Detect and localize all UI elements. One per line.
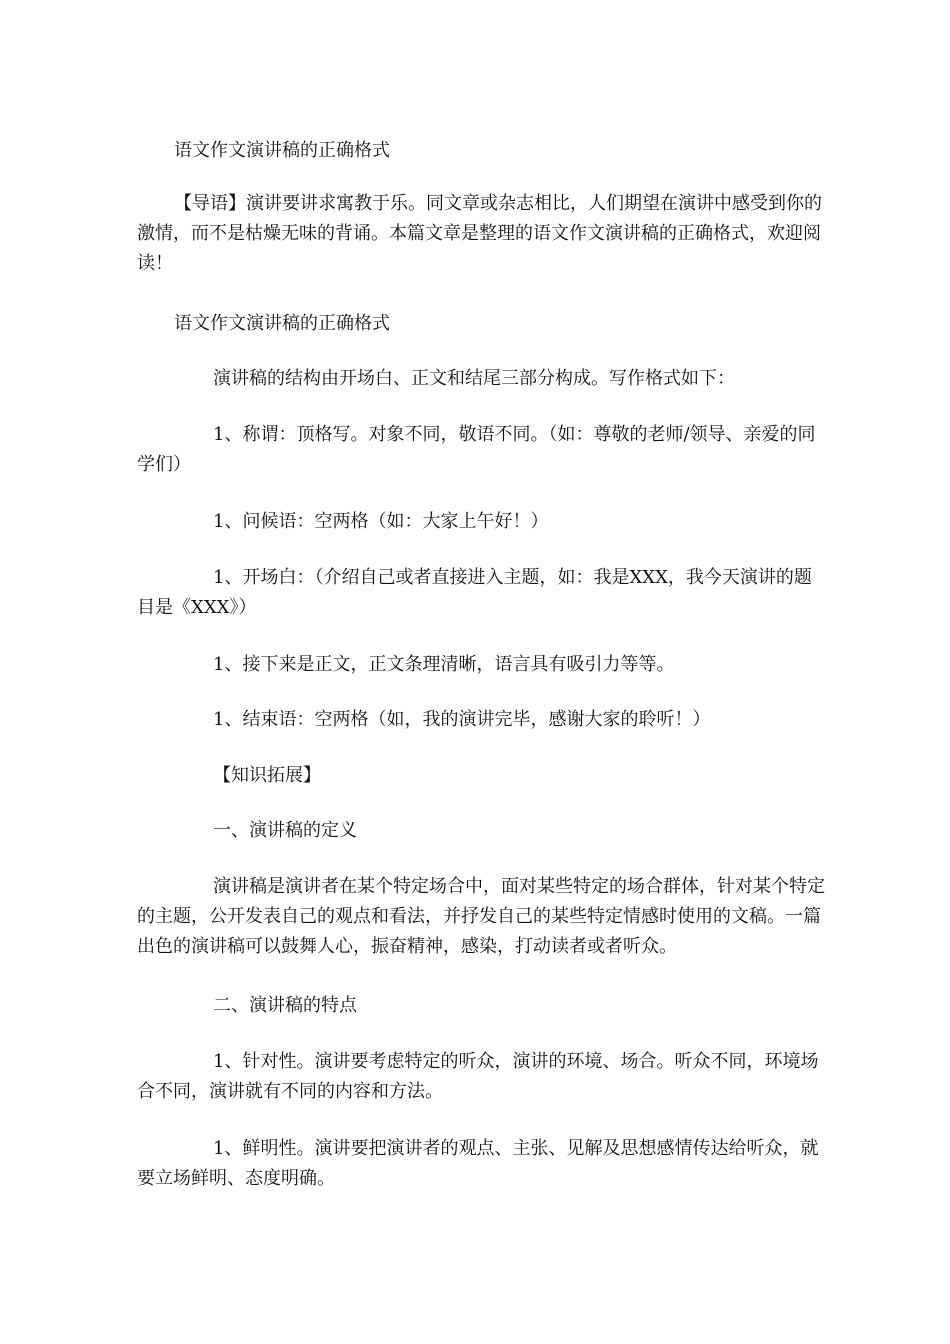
structure-paragraph: 演讲稿的结构由开场白、正文和结尾三部分构成。写作格式如下： (213, 368, 735, 389)
item-body: 1、接下来是正文，正文条理清晰，语言具有吸引力等等。 (213, 654, 675, 675)
intro-paragraph: 【导语】演讲要讲求寓教于乐。同文章或杂志相比，人们期望在演讲中感受到你的激情，而不是枯燥无味的背诵。本篇文章是整理的语文作文演讲稿的正确格式，欢迎阅读！ (137, 193, 822, 274)
document-title: 语文作文演讲稿的正确格式 (174, 140, 390, 161)
item-address: 1、称谓：顶格写。对象不同，敬语不同。（如：尊敬的老师/领导、亲爱的同学们） (137, 424, 816, 475)
item-greeting: 1、问候语：空两格（如：大家上午好！） (213, 511, 549, 532)
section2-heading: 二、演讲稿的特点 (213, 995, 357, 1016)
section1-heading: 一、演讲稿的定义 (213, 820, 357, 841)
feature-distinct: 1、鲜明性。演讲要把演讲者的观点、主张、见解及思想感情传达给听众，就要立场鲜明、态度明确。 (137, 1138, 819, 1189)
item-closing: 1、结束语：空两格（如，我的演讲完毕，感谢大家的聆听！） (213, 709, 711, 730)
section1-paragraph: 演讲稿是演讲者在某个特定场合中，面对某些特定的场合群体，针对某个特定的主题，公开发表自己的观点和看法，并抒发自己的某些特定情感时使用的文稿。一篇出色的演讲稿可以鼓舞人心，振奋精神，感染，打动读者或者听众。 (137, 876, 825, 957)
subtitle: 语文作文演讲稿的正确格式 (174, 313, 390, 334)
item-opening: 1、开场白：（介绍自己或者直接进入主题，如：我是XXX，我今天演讲的题目是《XXX》） (137, 567, 812, 618)
knowledge-heading: 【知识拓展】 (213, 765, 321, 786)
feature-targeted: 1、针对性。演讲要考虑特定的听众，演讲的环境、场合。听众不同，环境场合不同，演讲就有不同的内容和方法。 (137, 1051, 819, 1102)
